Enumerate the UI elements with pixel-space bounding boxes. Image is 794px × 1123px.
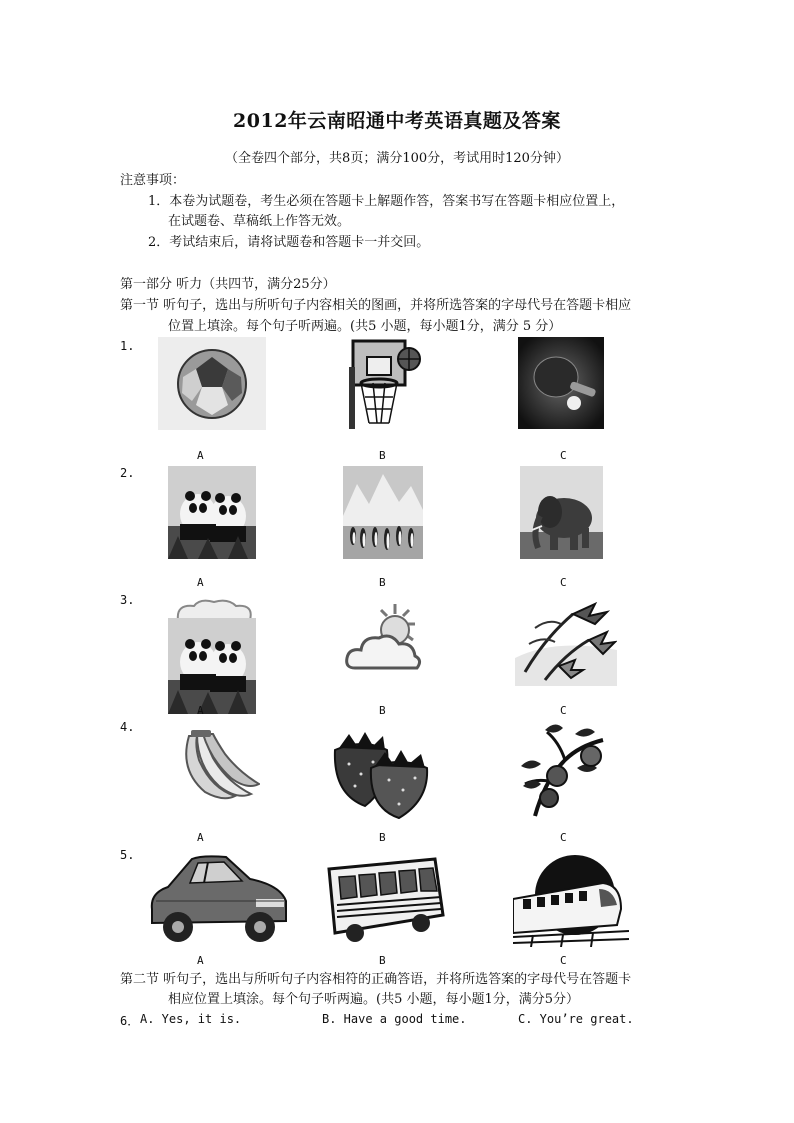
windy-trees-icon [515, 598, 617, 686]
option-label-c: C [560, 831, 567, 844]
note-item-2: 2．考试结束后，请将试题卷和答题卡一并交回。 [148, 235, 430, 250]
question-6-number: 6． [120, 1014, 140, 1028]
apple-branch-icon [515, 720, 607, 817]
page-title: 2012年云南昭通中考英语真题及答案 [233, 110, 561, 132]
option-label-a: A [197, 449, 204, 462]
train-icon [513, 855, 629, 947]
car-icon [146, 853, 289, 945]
bus-icon [325, 855, 447, 947]
question-number: 4. [120, 720, 135, 734]
option-label-a: A [197, 576, 204, 589]
panda-cloud-icon [168, 598, 256, 714]
q6-option-c: C. You’re great. [518, 1012, 634, 1026]
option-label-b: B [379, 704, 386, 717]
elephant-photo-icon [520, 466, 603, 559]
option-label-b: B [379, 449, 386, 462]
option-label-b: B [379, 831, 386, 844]
strawberries-icon [329, 724, 435, 819]
question-number: 2. [120, 466, 135, 480]
sun-cloud-icon [343, 600, 423, 684]
question-number: 1. [120, 339, 135, 353]
option-label-a: A [197, 704, 204, 717]
section1-instruction-cont: 位置上填涂。每个句子听两遍。(共5 小题，每小题1分，满分 5 分） [168, 319, 562, 334]
option-label-b: B [379, 954, 386, 967]
option-label-b: B [379, 576, 386, 589]
basketball-hoop-icon [347, 337, 423, 429]
section2-instruction: 第二节 听句子，选出与所听句子内容相符的正确答语，并将所选答案的字母代号在答题卡 [120, 972, 632, 987]
option-label-a: A [197, 954, 204, 967]
q6-option-b: B. Have a good time. [322, 1012, 467, 1026]
option-label-c: C [560, 449, 567, 462]
q6-option-a: A. Yes, it is. [140, 1012, 242, 1026]
panda-photo-icon [168, 466, 256, 559]
option-label-a: A [197, 831, 204, 844]
section2-instruction-cont: 相应位置上填涂。每个句子听两遍。(共5 小题，每小题1分，满分5分） [168, 992, 580, 1007]
part1-heading: 第一部分 听力（共四节，满分25分） [120, 277, 336, 292]
section1-instruction: 第一节 听句子，选出与所听句子内容相关的图画，并将所选答案的字母代号在答题卡相应 [120, 298, 632, 313]
notes-heading: 注意事项： [120, 173, 186, 188]
option-label-c: C [560, 954, 567, 967]
exam-subtitle: （全卷四个部分，共8页；满分100分，考试用时120分钟） [225, 151, 569, 166]
note-item-1: 1．本卷为试题卷，考生必须在答题卡上解题作答，答案书写在答题卡相应位置上， [148, 194, 625, 209]
penguins-photo-icon [343, 466, 423, 559]
option-label-c: C [560, 704, 567, 717]
question-number: 3. [120, 593, 135, 607]
option-label-c: C [560, 576, 567, 589]
question-number: 5. [120, 848, 135, 862]
soccer-ball-icon [158, 337, 266, 430]
note-item-1-cont: 在试题卷、草稿纸上作答无效。 [168, 214, 351, 229]
bananas-icon [175, 730, 260, 804]
ping-pong-paddle-icon [518, 337, 604, 429]
